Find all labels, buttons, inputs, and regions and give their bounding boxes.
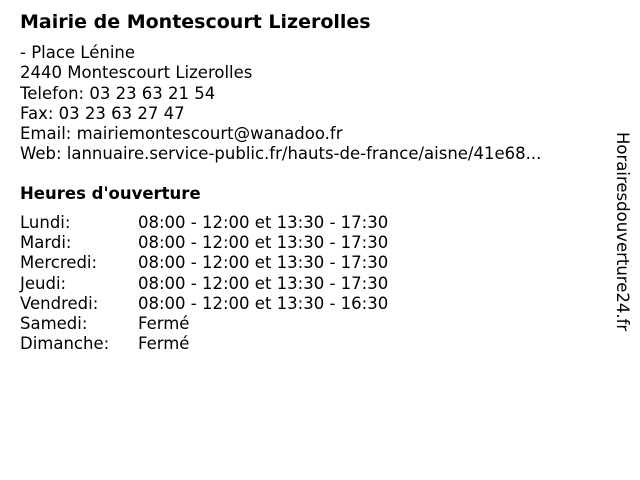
hours-row-tuesday	[20, 233, 440, 253]
time-value: 08:00 - 12:00 et 13:30 - 17:30	[138, 253, 389, 273]
hours-row-friday	[20, 294, 440, 314]
time-value: 08:00 - 12:00 et 13:30 - 17:30	[138, 233, 389, 253]
phone-number: Telefon: 03 23 63 21 54	[20, 83, 216, 103]
day-label: Dimanche:	[20, 334, 110, 354]
page-title: Mairie de Montescourt Lizerolles	[20, 11, 371, 33]
time-value: 08:00 - 12:00 et 13:30 - 17:30	[138, 273, 389, 293]
hours-row-thursday	[20, 274, 440, 294]
address-line-1: - Place Lénine	[20, 43, 136, 62]
address-line-2: 2440 Montescourt Lizerolles	[20, 63, 253, 83]
time-value: Fermé	[138, 334, 190, 354]
web-address: Web: lannuaire.service-public.fr/hauts-de-france/aisne/41e68...	[20, 144, 542, 164]
hours-row-saturday	[20, 314, 440, 334]
day-label: Mercredi:	[20, 253, 98, 273]
time-value: 08:00 - 12:00 et 13:30 - 16:30	[138, 293, 389, 313]
hours-row-monday	[20, 213, 440, 233]
hours-row-sunday	[20, 334, 440, 354]
day-label: Jeudi:	[20, 273, 67, 293]
fax-number: Fax: 03 23 63 27 47	[20, 103, 185, 123]
contact-block	[20, 43, 541, 165]
email-address: Email: mairiemontescourt@wanadoo.fr	[20, 124, 343, 144]
site-watermark: Horairesdouverture24.fr	[613, 132, 632, 332]
opening-hours-table	[20, 213, 440, 354]
opening-hours-heading: Heures d'ouverture	[20, 184, 201, 203]
time-value: 08:00 - 12:00 et 13:30 - 17:30	[138, 213, 389, 232]
day-label: Vendredi:	[20, 293, 99, 313]
day-label: Samedi:	[20, 313, 88, 333]
day-label: Mardi:	[20, 233, 72, 253]
time-value: Fermé	[138, 313, 190, 333]
hours-row-wednesday	[20, 253, 440, 273]
day-label: Lundi:	[20, 213, 71, 232]
